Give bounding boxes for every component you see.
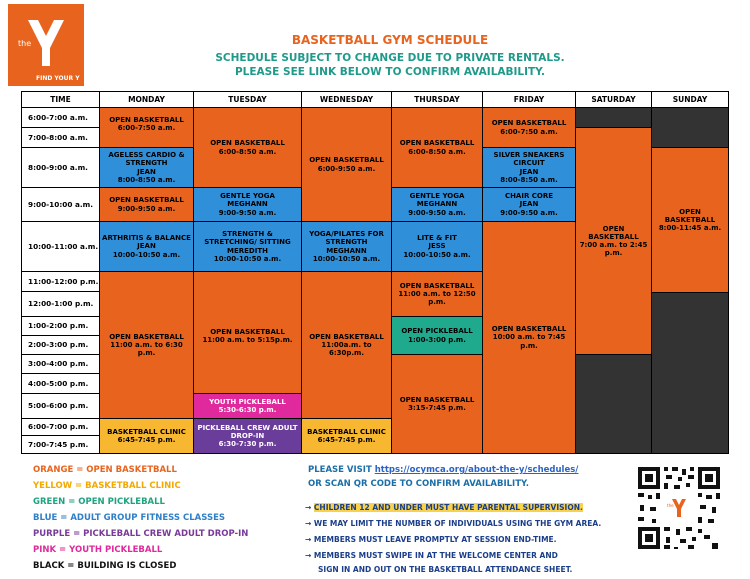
schedule-block (99, 271, 194, 419)
block-time: 10:00-10:50 a.m. (112, 250, 181, 259)
block-time: 10:00-10:50 a.m. (213, 254, 282, 263)
time-row: 12:00-1:00 p.m. (21, 291, 100, 317)
block-name: ARTHRITIS & BALANCE (102, 234, 191, 243)
block-name: OPEN BASKETBALL (210, 328, 285, 336)
block-name: OPEN BASKETBALL (491, 325, 567, 334)
block-name: OPEN PICKLEBALL (401, 327, 473, 336)
block-name: OPEN BASKETBALL (491, 119, 567, 128)
block-name: LITE & FIT (417, 234, 457, 243)
block-name: SILVER SNEAKERS CIRCUIT (493, 151, 565, 168)
time-row: 1:00-2:00 p.m. (21, 316, 100, 336)
note-supervision (305, 503, 583, 512)
schedule-block (301, 107, 392, 222)
block-name: OPEN BASKETBALL (109, 332, 184, 341)
subtitle-1: SCHEDULE SUBJECT TO CHANGE DUE TO PRIVATE RENTALS. (215, 52, 565, 64)
col-header-friday: FRIDAY (482, 91, 576, 108)
schedule-block (651, 147, 729, 293)
block-leader: MEGHANN (227, 200, 268, 209)
schedule-block (391, 354, 483, 454)
note-swipe (305, 551, 558, 560)
block-time: 11:00a.m. to 6:30p.m. (321, 340, 372, 358)
block-time: 3:15-7:45 p.m. (408, 404, 466, 412)
arrow-icon: → (305, 535, 312, 544)
schedule-block (391, 221, 483, 272)
block-name: GENTLE YOGA (409, 192, 465, 201)
col-header-saturday: SATURDAY (575, 91, 652, 108)
time-row: 4:00-5:00 p.m. (21, 373, 100, 394)
time-row: 3:00-4:00 p.m. (21, 354, 100, 374)
closed-block (651, 107, 729, 148)
block-name: STRENGTH & STRETCHING/ SITTING (204, 230, 291, 247)
subtitle-2: PLEASE SEE LINK BELOW TO CONFIRM AVAILABILITY. (234, 66, 546, 78)
legend-orange: ORANGE = OPEN BASKETBALL (33, 465, 177, 475)
note-text: MEMBERS MUST SWIPE IN AT THE WELCOME CENTER AND (313, 551, 558, 560)
block-time: 9:00-9:50 a.m. (408, 208, 466, 217)
note-leave (305, 535, 557, 544)
schedule-block (193, 418, 302, 454)
schedule-block (301, 271, 392, 419)
block-leader: JEAN (137, 167, 156, 176)
block-name: OPEN BASKETBALL (309, 332, 384, 341)
block-name: OPEN BASKETBALL (399, 139, 475, 148)
schedule-block (391, 271, 483, 317)
qr-logo-text: the (667, 503, 674, 508)
block-name: OPEN BASKETBALL (109, 116, 184, 124)
block-time: 6:00-7:50 a.m. (500, 127, 558, 136)
block-time: 8:00-8:50 a.m. (500, 175, 558, 184)
block-time: 6:00-7:50 a.m. (117, 124, 176, 133)
block-name: BASKETBALL CLINIC (107, 427, 186, 436)
block-leader: MEREDITH (227, 246, 268, 255)
block-leader: MEGHANN (416, 200, 458, 209)
block-time: 11:00 a.m. to 12:50 p.m. (398, 289, 476, 307)
block-name: BASKETBALL CLINIC (307, 427, 386, 436)
closed-block (575, 107, 652, 128)
time-row: 11:00-12:00 p.m. (21, 271, 100, 292)
schedule-block (482, 221, 576, 454)
page-title: BASKETBALL GYM SCHEDULE (291, 33, 489, 47)
time-row: 10:00-11:00 a.m. (21, 221, 100, 272)
schedule-block (99, 418, 194, 454)
col-header-thursday: THURSDAY (391, 91, 483, 108)
block-time: 6:45-7:45 p.m. (117, 436, 176, 444)
logo-tagline: FIND YOUR Y (36, 75, 80, 82)
schedule-block (391, 107, 483, 188)
schedule-block (482, 147, 576, 188)
block-name: YOUTH PICKLEBALL (209, 397, 286, 406)
block-name: GENTLE YOGA (220, 192, 275, 201)
note-text: CHILDREN 12 AND UNDER MUST HAVE PARENTAL SUPERVISION. (313, 503, 583, 512)
legend-blue: BLUE = ADULT GROUP FITNESS CLASSES (33, 513, 226, 523)
col-header-monday: MONDAY (99, 91, 194, 108)
block-leader: JEAN (519, 200, 539, 209)
block-time: 10:00-10:50 a.m. (312, 254, 381, 263)
time-row: 9:00-10:00 a.m. (21, 187, 100, 222)
time-row: 8:00-9:00 a.m. (21, 147, 100, 188)
block-name: OPEN BASKETBALL (109, 196, 184, 205)
legend-pink: PINK = YOUTH PICKLEBALL (33, 545, 163, 555)
block-time: 6:00-8:50 a.m. (408, 147, 466, 156)
closed-block (651, 292, 729, 454)
schedule-link[interactable]: https://ocymca.org/about-the-y/schedules/ (374, 465, 579, 475)
block-name: OPEN BASKETBALL (588, 224, 639, 241)
note-text: MEMBERS MUST LEAVE PROMPTLY AT SESSION END-TIME. (313, 535, 557, 544)
block-time: 11:00 a.m. to 6:30 p.m. (110, 340, 183, 358)
block-time: 11:00 a.m. to 5:15p.m. (202, 336, 293, 345)
schedule-block (193, 271, 302, 394)
logo-the: the (18, 39, 32, 48)
col-header-tuesday: TUESDAY (193, 91, 302, 108)
closed-block (575, 354, 652, 454)
block-time: 9:00-9:50 a.m. (117, 204, 176, 213)
arrow-icon: → (305, 551, 312, 560)
block-time: 10:00 a.m. to 7:45 p.m. (492, 333, 566, 350)
time-row: 6:00-7:00 a.m. (21, 107, 100, 128)
schedule-block (391, 316, 483, 355)
schedule-block (99, 221, 194, 272)
block-time: 10:00-10:50 a.m. (403, 250, 471, 259)
block-name: OPEN BASKETBALL (664, 207, 716, 224)
block-name: OPEN BASKETBALL (210, 139, 285, 148)
schedule-block (99, 147, 194, 188)
schedule-block (575, 127, 652, 355)
scan-text: OR SCAN QR CODE TO CONFIRM AVAILABILITY. (308, 479, 529, 489)
block-name: OPEN BASKETBALL (399, 395, 475, 404)
col-header-wednesday: WEDNESDAY (301, 91, 392, 108)
legend-yellow: YELLOW = BASKETBALL CLINIC (33, 481, 181, 491)
block-time: 7:00 a.m. to 2:45 p.m. (579, 241, 648, 258)
schedule-block (482, 187, 576, 222)
schedule-block (193, 187, 302, 222)
block-name: PICKLEBALL CREW ADULT DROP-IN (197, 423, 298, 440)
block-leader: JESS (428, 242, 446, 251)
block-time: 9:00-9:50 a.m. (218, 208, 277, 217)
time-row: 6:00-7:00 p.m. (21, 418, 100, 436)
block-name: OPEN BASKETBALL (309, 156, 384, 165)
schedule-block (193, 221, 302, 272)
block-time: 5:30-6:30 p.m. (218, 406, 277, 414)
visit-line (308, 465, 578, 475)
schedule-block (193, 107, 302, 188)
block-name: CHAIR CORE (504, 192, 554, 201)
schedule-block (391, 187, 483, 222)
legend-green: GREEN = OPEN PICKLEBALL (33, 497, 165, 507)
note-limit (305, 519, 601, 528)
col-header-sunday: SUNDAY (651, 91, 729, 108)
arrow-icon: → (305, 519, 312, 528)
block-time: 8:00-11:45 a.m. (658, 224, 722, 233)
block-time: 8:00-8:50 a.m. (117, 175, 176, 184)
qr-code[interactable] (636, 465, 722, 551)
visit-text: PLEASE VISIT (308, 465, 372, 475)
block-time: 6:30-7:30 p.m. (218, 440, 277, 449)
schedule-block (301, 221, 392, 272)
time-row: 7:00-7:45 p.m. (21, 435, 100, 454)
block-time: 6:00-9:50 a.m. (317, 164, 376, 173)
arrow-icon: → (305, 503, 312, 512)
time-row: 2:00-3:00 p.m. (21, 335, 100, 355)
schedule-block (99, 107, 194, 148)
block-leader: MEGHANN (326, 246, 367, 255)
block-time: 1:00-3:00 p.m. (408, 335, 466, 344)
time-row: 7:00-8:00 a.m. (21, 127, 100, 148)
block-leader: JEAN (519, 167, 539, 176)
col-header-time: TIME (21, 91, 100, 108)
block-time: 9:00-9:50 a.m. (500, 208, 558, 217)
note-text: WE MAY LIMIT THE NUMBER OF INDIVIDUALS USING THE GYM AREA. (313, 519, 602, 528)
block-name: YOGA/PILATES FOR STRENGTH (309, 230, 384, 247)
block-name: AGELESS CARDIO & STRENGTH (108, 151, 185, 168)
legend-black: BLACK = BUILDING IS CLOSED (33, 561, 177, 571)
note-signin: SIGN IN AND OUT ON THE BASKETBALL ATTENDANCE SHEET. (318, 565, 573, 574)
schedule-block (482, 107, 576, 148)
time-row: 5:00-6:00 p.m. (21, 393, 100, 419)
block-time: 6:45-7:45 p.m. (317, 436, 376, 444)
legend-purple: PURPLE = PICKLEBALL CREW ADULT DROP-IN (33, 529, 249, 539)
schedule-block (301, 418, 392, 454)
block-leader: JEAN (137, 242, 156, 251)
block-time: 6:00-8:50 a.m. (218, 147, 277, 156)
schedule-block (99, 187, 194, 222)
schedule-block (193, 393, 302, 419)
block-name: OPEN BASKETBALL (399, 281, 475, 290)
